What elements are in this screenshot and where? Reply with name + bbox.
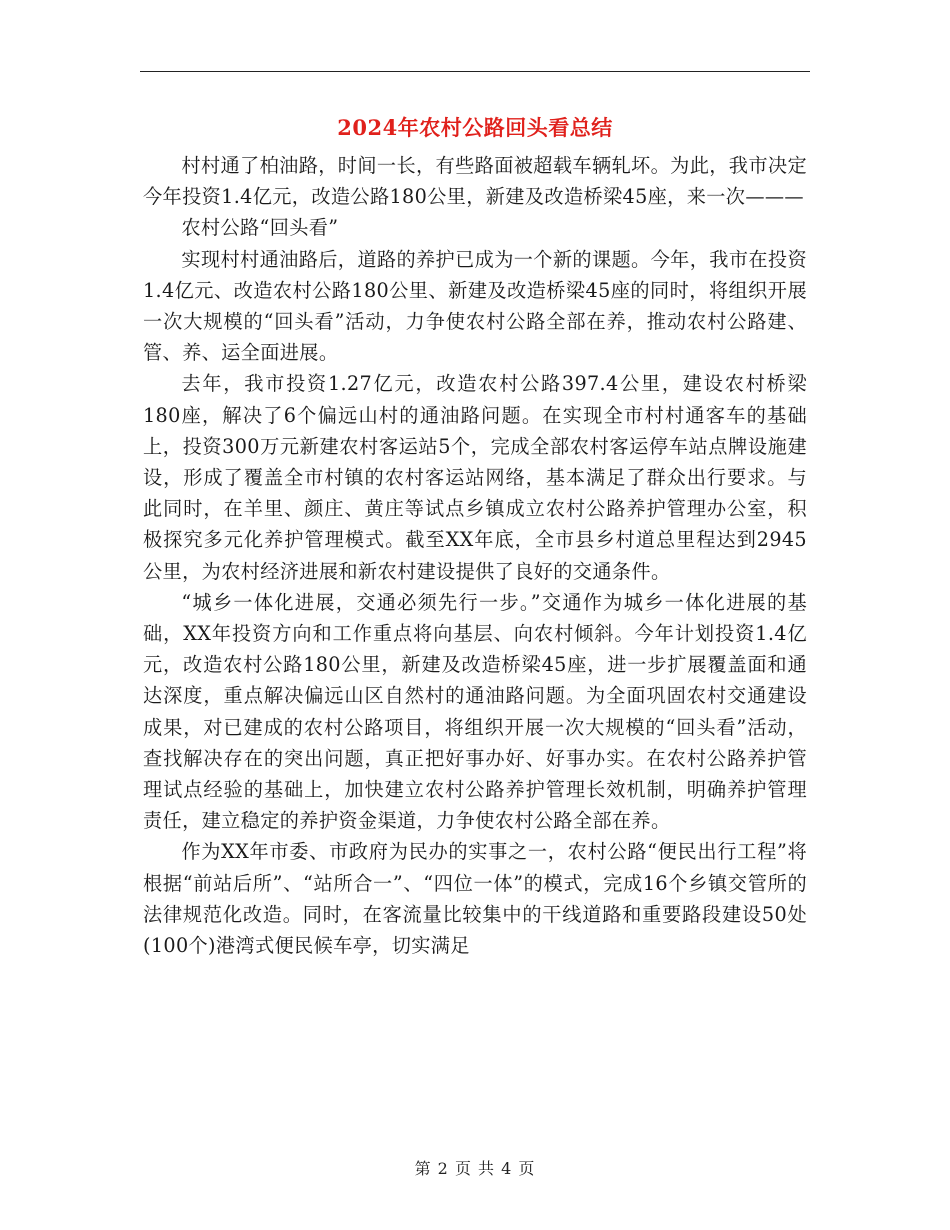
page-number-footer: 第 2 页 共 4 页	[414, 1159, 536, 1178]
paragraph: “城乡一体化进展，交通必须先行一步。”交通作为城乡一体化进展的基础，XX年投资方向和工作重点将向基层、向农村倾斜。今年计划投资1.4亿元，改造农村公路180公里，新建及改造桥梁45座，进一步扩展覆盖面和通达深度，重点解决偏远山区自然村的通油路问题。为全面巩固农村交通建设成果，对已建成的农村公路项目，将组织开展一次大规模的“回头看”活动，查找解决存在的突出问题，真正把好事办好、好事办实。在农村公路养护管理试点经验的基础上，加快建立农村公路养护管理长效机制，明确养护管理责任，建立稳定的养护资金渠道，力争使农村公路全部在养。	[143, 590, 807, 833]
paragraph: 村村通了柏油路，时间一长，有些路面被超载车辆轧坏。为此，我市决定今年投资1.4亿元，改造公路180公里，新建及改造桥梁45座，来一次———	[143, 154, 807, 209]
paragraph: 实现村村通油路后，道路的养护已成为一个新的课题。今年，我市在投资1.4亿元、改造农村公路180公里、新建及改造桥梁45座的同时，将组织开展一次大规模的“回头看”活动，力争使农村公路全部在养，推动农村公路建、管、养、运全面进展。	[143, 247, 807, 365]
document-title: 2024年农村公路回头看总结	[337, 115, 613, 140]
paragraph: 去年，我市投资1.27亿元，改造农村公路397.4公里，建设农村桥梁180座，解决了6个偏远山村的通油路问题。在实现全市村村通客车的基础上，投资300万元新建农村客运站5个，完成全部农村客运停车站点牌设施建设，形成了覆盖全市村镇的农村客运站网络，基本满足了群众出行要求。与此同时，在羊里、颜庄、黄庄等试点乡镇成立农村公路养护管理办公室，积极探究多元化养护管理模式。截至XX年底，全市县乡村道总里程达到2945公里，为农村经济进展和新农村建设提供了良好的交通条件。	[143, 372, 807, 583]
paragraph: 作为XX年市委、市政府为民办的实事之一，农村公路“便民出行工程”将根据“前站后所”、“站所合一”、“四位一体”的模式，完成16个乡镇交管所的法律规范化改造。同时，在客流量比较集中的干线道路和重要路段建设50处(100个)港湾式便民候车亭，切实满足	[143, 840, 807, 958]
document-body	[143, 150, 807, 961]
paragraph-subheading: 农村公路“回头看”	[181, 216, 339, 240]
header-rule	[140, 71, 810, 72]
